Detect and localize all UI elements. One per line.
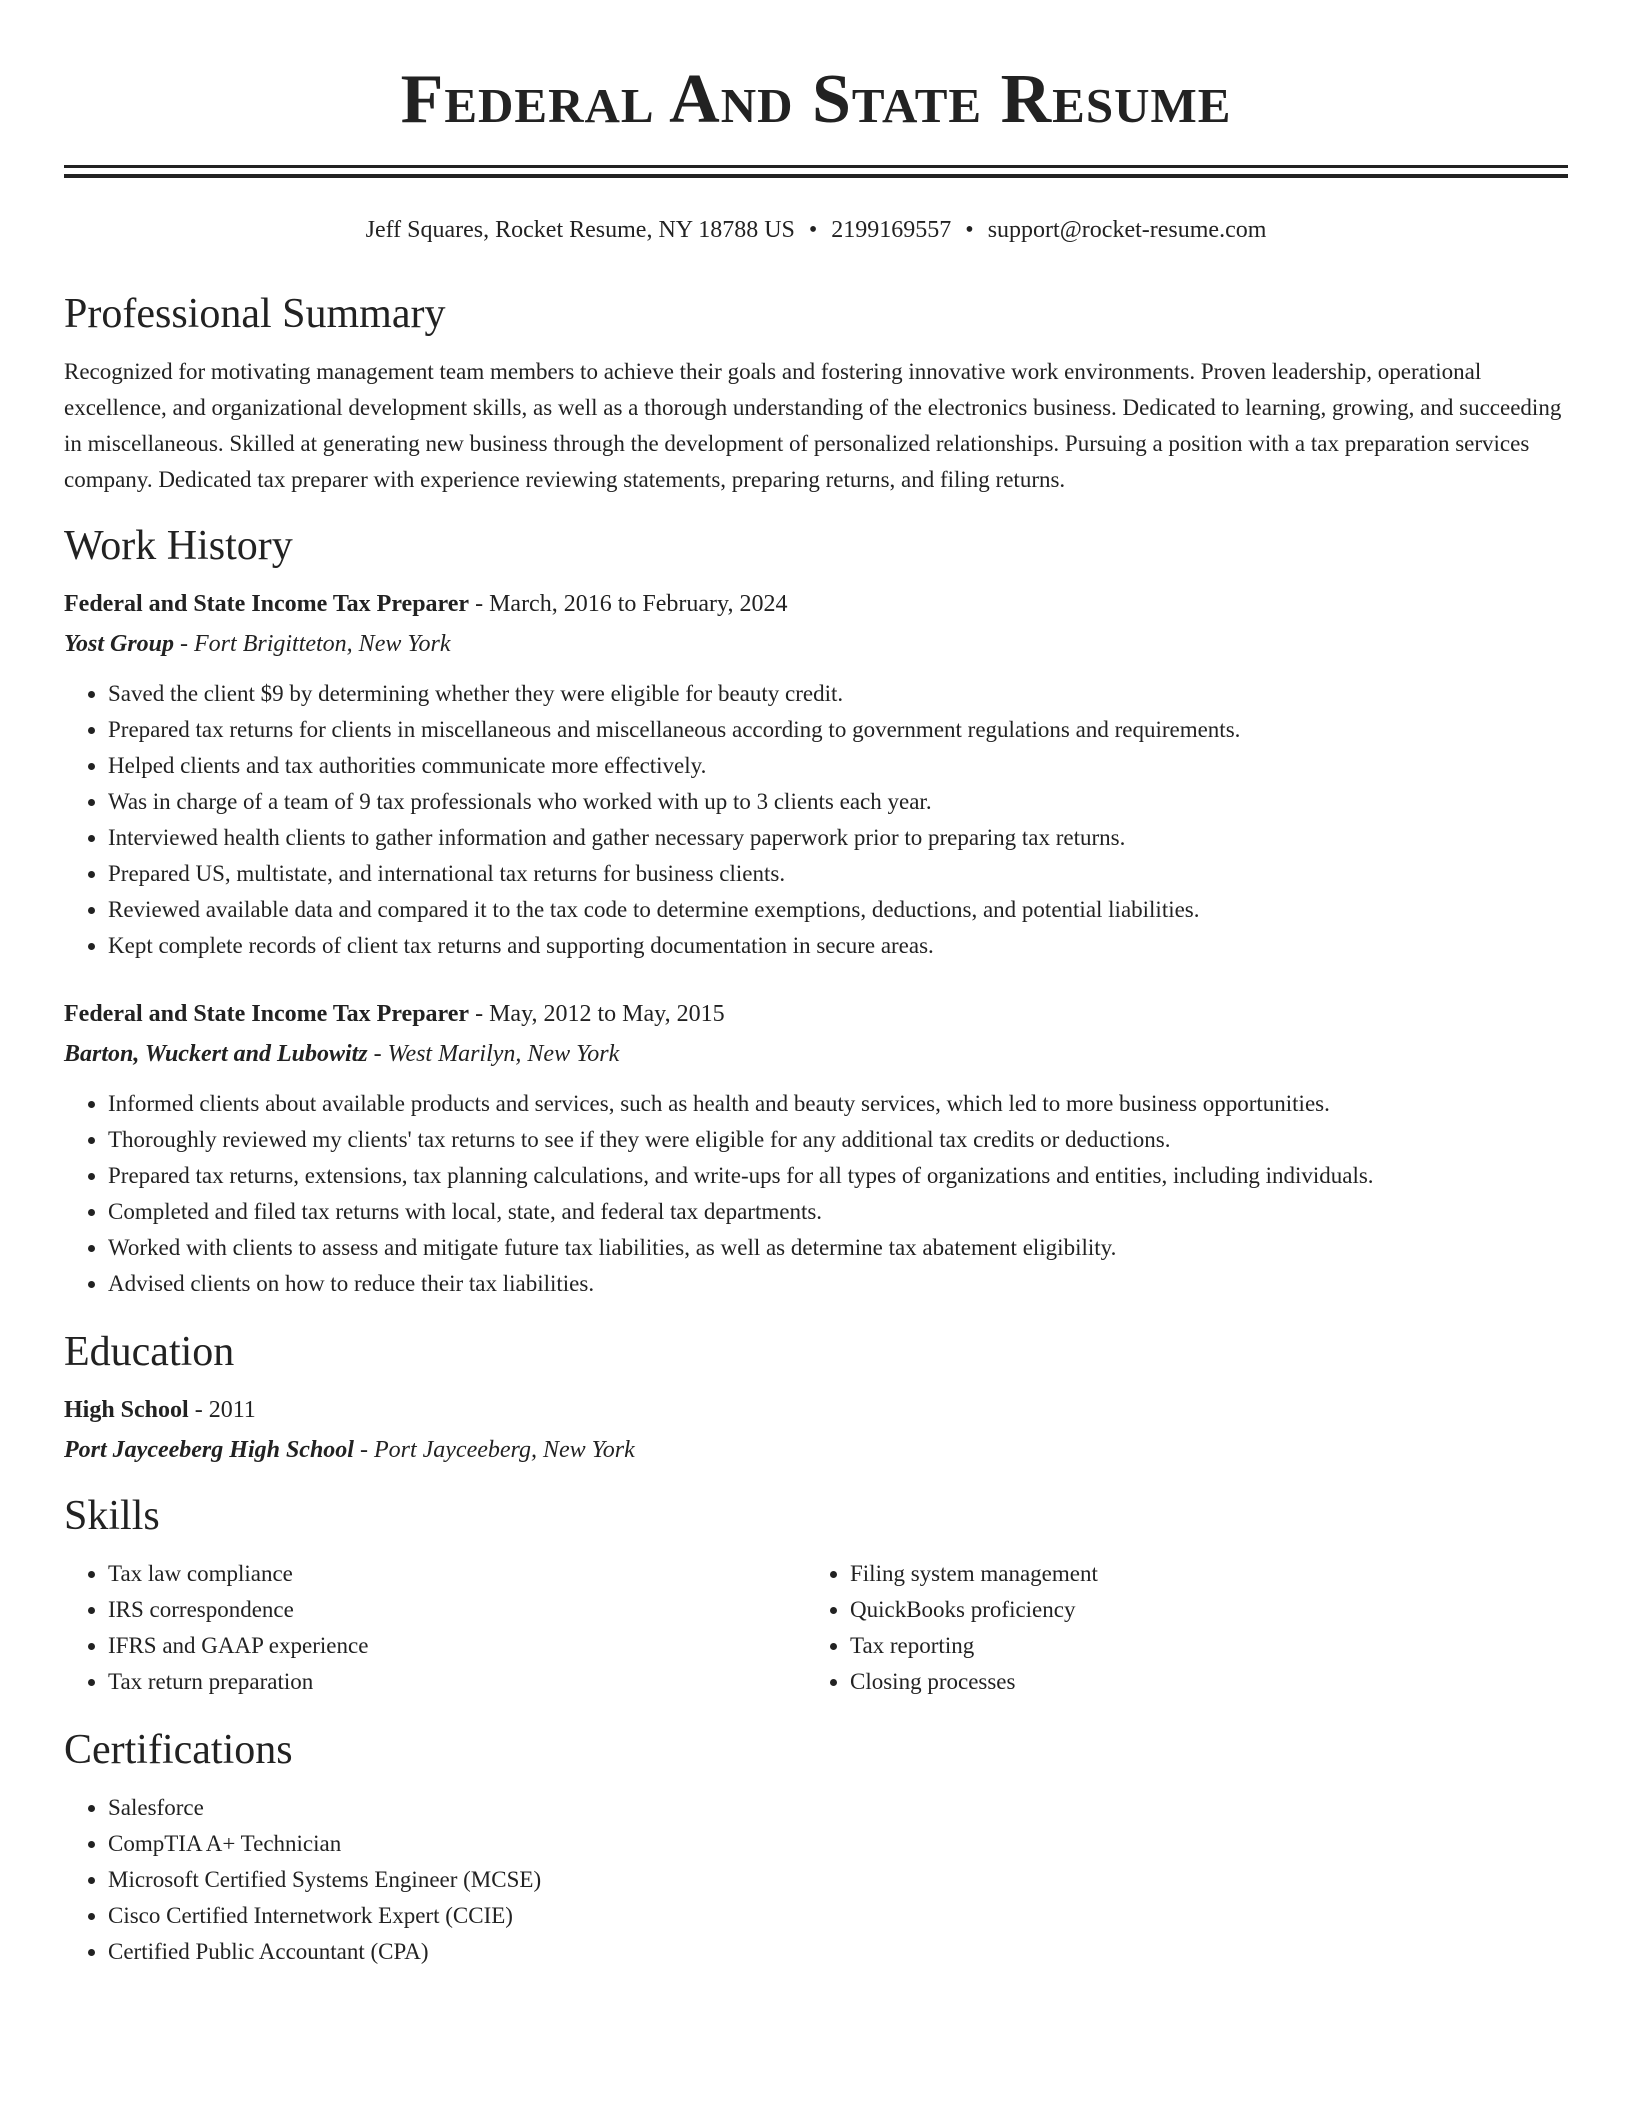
skill-item: • Tax law compliance	[108, 1556, 806, 1592]
resume-title: Federal And State Resume	[400, 61, 1232, 138]
certification-item: • Microsoft Certified Systems Engineer (MCSE)	[108, 1862, 1568, 1898]
contact-phone: 2199169557	[831, 217, 952, 243]
job-duty: • Advised clients on how to reduce their tax liabilities.	[108, 1266, 1568, 1302]
skills-grid	[64, 1556, 1568, 1700]
job-title: Federal and State Income Tax Preparer	[64, 1001, 470, 1027]
employer-location: - West Marilyn, New York	[367, 1041, 620, 1067]
employer-line	[64, 1036, 1568, 1072]
certifications-list	[64, 1790, 1568, 1970]
skill-item: • Closing processes	[850, 1664, 1548, 1700]
job-duty: • Prepared US, multistate, and international tax returns for business clients.	[108, 856, 1568, 892]
school-location: - Port Jayceeberg, New York	[353, 1437, 635, 1463]
job-dates: - May, 2012 to May, 2015	[469, 1001, 725, 1027]
contact-address: Jeff Squares, Rocket Resume, NY 18788 US	[365, 217, 795, 243]
job-duty: • Thoroughly reviewed my clients' tax returns to see if they were eligible for any additional tax credits or deductions.	[108, 1122, 1568, 1158]
job-duties-list	[64, 676, 1568, 964]
contact-separator: •	[965, 217, 974, 243]
job-duty: • Completed and filed tax returns with local, state, and federal tax departments.	[108, 1194, 1568, 1230]
skills-list-right	[806, 1556, 1548, 1700]
certification-item: • CompTIA A+ Technician	[108, 1826, 1568, 1862]
employer-name: Barton, Wuckert and Lubowitz	[64, 1041, 368, 1067]
education-heading: Education	[64, 1329, 235, 1375]
job-duty: • Worked with clients to assess and mitigate future tax liabilities, as well as determine tax abatement eligibility.	[108, 1230, 1568, 1266]
degree-line	[64, 1392, 1568, 1428]
job-duty: • Helped clients and tax authorities communicate more effectively.	[108, 748, 1568, 784]
employer-name: Yost Group	[64, 631, 175, 657]
job-duty: • Saved the client $9 by determining whether they were eligible for beauty credit.	[108, 676, 1568, 712]
job-duty: • Reviewed available data and compared it to the tax code to determine exemptions, deductions, and potential liabilities.	[108, 892, 1568, 928]
certifications-heading: Certifications	[64, 1727, 293, 1773]
certification-item: • Salesforce	[108, 1790, 1568, 1826]
contact-separator: •	[808, 217, 818, 243]
school-name: Port Jayceeberg High School	[64, 1437, 354, 1463]
skills-heading: Skills	[64, 1493, 160, 1539]
skill-item: • Filing system management	[850, 1556, 1548, 1592]
job-duty: • Prepared tax returns for clients in miscellaneous and miscellaneous according to government regulations and requirements.	[108, 712, 1568, 748]
skill-item: • QuickBooks proficiency	[850, 1592, 1548, 1628]
summary-heading: Professional Summary	[64, 291, 446, 337]
job-duty: • Kept complete records of client tax returns and supporting documentation in secure areas.	[108, 928, 1568, 964]
certification-item: • Certified Public Accountant (CPA)	[108, 1934, 1568, 1970]
skill-item: • Tax return preparation	[108, 1664, 806, 1700]
certification-item: • Cisco Certified Internetwork Expert (CCIE)	[108, 1898, 1568, 1934]
job-duty: • Informed clients about available products and services, such as health and beauty services, which led to more business opportunities.	[108, 1086, 1568, 1122]
job-duties-list	[64, 1086, 1568, 1302]
contact-line	[64, 214, 1568, 246]
skill-item: • Tax reporting	[850, 1628, 1548, 1664]
skill-item: • IFRS and GAAP experience	[108, 1628, 806, 1664]
job-title-line	[64, 996, 1568, 1032]
school-line	[64, 1432, 1568, 1468]
employer-line	[64, 626, 1568, 662]
employer-location: - Fort Brigitteton, New York	[174, 631, 451, 657]
graduation-year: - 2011	[188, 1397, 256, 1423]
work-history-heading: Work History	[64, 523, 293, 569]
skills-list-left	[64, 1556, 806, 1700]
contact-email: support@rocket-resume.com	[987, 217, 1267, 243]
title-divider-bottom	[64, 174, 1568, 178]
summary-text: Recognized for motivating management team members to achieve their goals and fostering innovative work environments. Proven leadership, operational excellence, and organizational development skills, as well as a thorough understanding of the electronics business. Dedicated to learning, growing, and succeeding in miscellaneous. Skilled at generating new business through the development of personalized relationships. Pursuing a position with a tax preparation services company. Dedicated tax preparer with experience reviewing statements, preparing returns, and filing returns.	[64, 359, 1562, 492]
degree: High School	[64, 1397, 189, 1423]
job-entry	[64, 996, 1568, 1302]
skill-item: • IRS correspondence	[108, 1592, 806, 1628]
job-duty: • Interviewed health clients to gather information and gather necessary paperwork prior to preparing tax returns.	[108, 820, 1568, 856]
education-entry	[64, 1392, 1568, 1468]
job-duty: • Was in charge of a team of 9 tax professionals who worked with up to 3 clients each year.	[108, 784, 1568, 820]
job-entry	[64, 586, 1568, 964]
job-title: Federal and State Income Tax Preparer	[64, 591, 470, 617]
job-duty: • Prepared tax returns, extensions, tax planning calculations, and write-ups for all types of organizations and entities, including individuals.	[108, 1158, 1568, 1194]
title-divider-top	[64, 165, 1568, 168]
job-title-line	[64, 586, 1568, 622]
job-dates: - March, 2016 to February, 2024	[469, 591, 788, 617]
